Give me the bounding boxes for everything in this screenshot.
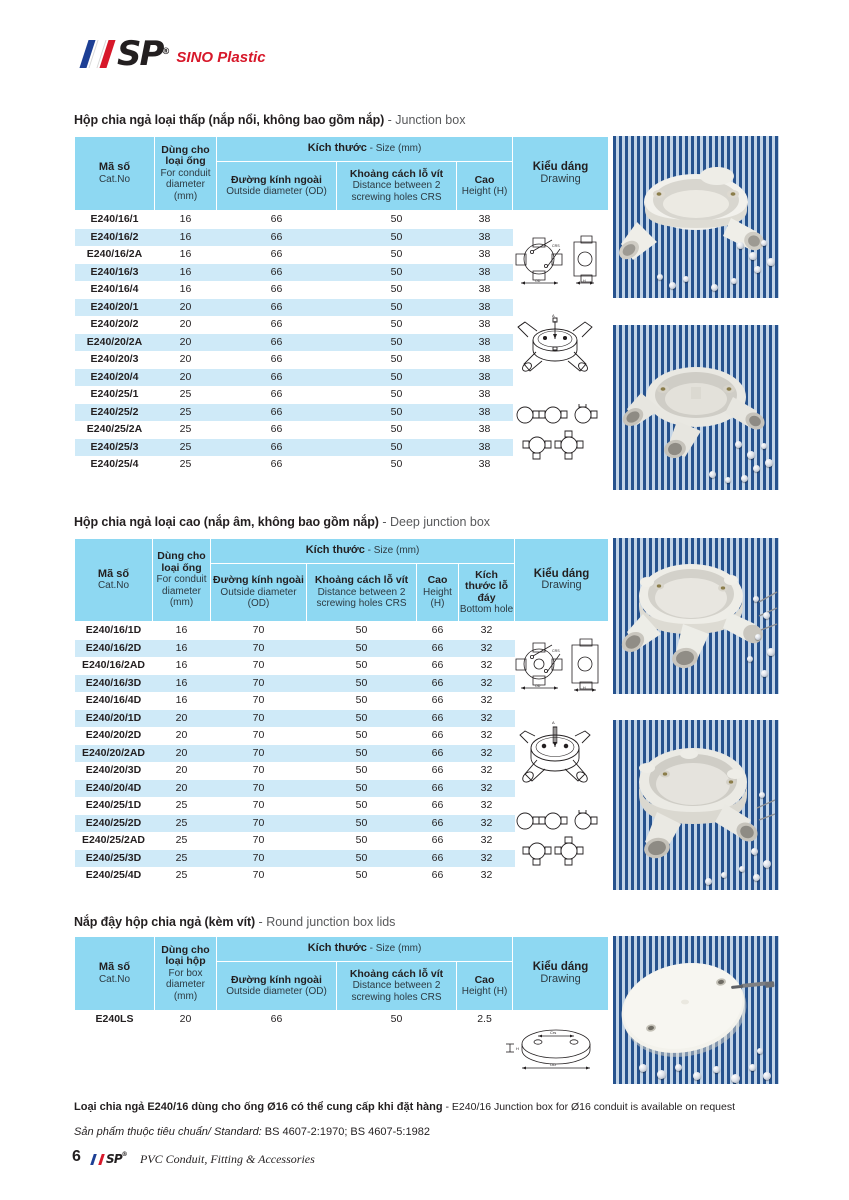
cell-code: E240/20/4 [75, 369, 155, 387]
cell-code: E240/25/2 [75, 404, 155, 422]
cell-height: 38 [478, 423, 491, 435]
th2-size-vn: Kích thước [305, 544, 365, 557]
cell-conduit: 16 [175, 694, 188, 706]
cell-height: 38 [478, 353, 491, 365]
cell-height: 66 [417, 675, 459, 693]
cell-conduit: 20 [155, 334, 217, 352]
cell-conduit: 16 [179, 283, 192, 295]
svg-text:OD: OD [550, 1062, 556, 1067]
cell-height: 38 [457, 404, 513, 422]
cell-code: E240/25/2A [86, 423, 143, 435]
cell-code: E240/16/2 [75, 229, 155, 247]
cell-crs: 50 [355, 799, 368, 811]
round-box-lids-table [74, 936, 609, 1029]
cell-crs: 50 [337, 334, 457, 352]
section-3-title-vn: Nắp đậy hộp chia ngả (kèm vít) [74, 915, 256, 929]
th-conduit-vn: Dùng cho loại ống [161, 143, 210, 168]
cell-height: 38 [478, 283, 491, 295]
cell-code: E240/20/3 [90, 353, 139, 365]
th2-drawing [515, 539, 609, 622]
th3-size-en: - Size (mm) [366, 943, 422, 955]
section-2-title-en: Deep junction box [389, 515, 491, 529]
cell-od: 66 [217, 404, 337, 422]
cell-conduit: 20 [153, 780, 211, 798]
cell-od: 66 [217, 369, 337, 387]
th-size-en: - Size (mm) [366, 143, 422, 155]
th2-height-vn: Cao [427, 574, 448, 587]
registered-mark-icon: ® [161, 47, 171, 57]
cell-crs: 50 [337, 264, 457, 282]
th2-bottom-en: Bottom hole [459, 604, 514, 615]
cell-code: E240/20/2D [85, 729, 142, 741]
cell-conduit: 20 [179, 318, 192, 330]
cell-od: 66 [217, 229, 337, 247]
product-photo-deep-box-2 [613, 720, 779, 890]
cell-od: 70 [252, 834, 265, 846]
cell-od: 70 [211, 745, 307, 763]
cell-height: 2.5 [477, 1013, 492, 1025]
th-crs [337, 162, 457, 211]
th2-conduit [153, 539, 211, 622]
th3-drawing-vn: Kiểu dáng [532, 961, 589, 973]
cell-code: E240/25/3D [75, 850, 153, 868]
th2-drawing-en: Drawing [541, 579, 582, 591]
cell-height: 66 [431, 694, 444, 706]
svg-text:OD: OD [535, 684, 541, 688]
th2-drawing-vn: Kiểu dáng [533, 567, 590, 580]
cell-crs: 50 [390, 213, 403, 225]
cell-od: 66 [270, 213, 283, 225]
product-photo-junction-box-1 [613, 136, 779, 298]
th3-catno-vn: Mã số [98, 961, 131, 973]
cell-code: E240/20/2AD [75, 745, 153, 763]
cell-bottom: 32 [459, 640, 515, 658]
cell-height: 66 [431, 834, 444, 846]
th3-size-vn: Kích thước [307, 942, 367, 955]
drawing-low-box-iso [515, 312, 595, 384]
cell-height: 66 [417, 850, 459, 868]
cell-height: 66 [417, 710, 459, 728]
cell-height: 38 [478, 388, 491, 400]
cell-code: E240/16/4D [85, 694, 142, 706]
drawing-deep-box-iso [515, 718, 595, 790]
cell-code: E240/16/4 [90, 283, 139, 295]
th2-bottom-vn: Kích thước lỗ đáy [464, 568, 509, 604]
th2-catno-vn: Mã số [97, 567, 130, 580]
cell-height: 66 [431, 659, 444, 671]
section-2-title-sep: - [378, 515, 390, 529]
th3-od [217, 962, 337, 1011]
drawing-deep-box-variants [512, 810, 602, 870]
cell-od: 66 [217, 299, 337, 317]
cell-conduit: 25 [155, 439, 217, 457]
cell-bottom: 32 [480, 869, 493, 881]
th3-catno [75, 937, 155, 1011]
table-row [75, 622, 609, 640]
section-3-title-en: Round junction box lids [266, 915, 396, 929]
th3-size-group [217, 937, 513, 962]
cell-height: 38 [457, 369, 513, 387]
cell-od: 70 [211, 815, 307, 833]
cell-crs: 50 [337, 299, 457, 317]
cell-bottom: 32 [459, 815, 515, 833]
cell-crs: 50 [307, 675, 417, 693]
table-1-header [75, 137, 609, 211]
table-2-header [75, 539, 609, 622]
logo-sp-text: SP [117, 34, 163, 74]
cell-crs: 50 [390, 458, 403, 470]
th3-box-vn: Dùng cho loại hộp [161, 943, 210, 968]
logo-tagline: SINO Plastic [176, 49, 266, 66]
th-size-vn: Kích thước [307, 142, 367, 155]
product-photo-junction-box-2 [613, 325, 779, 490]
cell-bottom: 32 [480, 799, 493, 811]
cell-code: E240/16/1 [90, 213, 139, 225]
cell-crs: 50 [307, 780, 417, 798]
th-conduit-en: For conduit diameter (mm) [160, 167, 211, 202]
cell-crs: 50 [390, 248, 403, 260]
th2-size-en: - Size (mm) [364, 545, 420, 557]
th-catno-en: Cat.No [98, 173, 131, 185]
cell-conduit: 16 [179, 213, 192, 225]
footer-logo-sp: SP [106, 1152, 122, 1166]
cell-od: 66 [270, 318, 283, 330]
cell-crs: 50 [307, 640, 417, 658]
th2-od-en: Outside diameter (OD) [220, 586, 297, 610]
cell-bottom: 32 [480, 729, 493, 741]
th-catno [75, 137, 155, 211]
section-2-title-vn: Hộp chia ngả loại cao (nắp âm, không bao gồm nắp) [74, 515, 379, 529]
cell-crs: 50 [390, 283, 403, 295]
cell-crs: 50 [390, 353, 403, 365]
page-number: 6 [72, 1148, 81, 1165]
th3-crs-vn: Khoảng cách lỗ vít [349, 967, 444, 980]
th3-height [457, 962, 513, 1011]
cell-height: 66 [431, 624, 444, 636]
drawing-low-box-plan [512, 233, 606, 289]
th-drawing-en: Drawing [540, 172, 581, 185]
cell-od: 70 [252, 799, 265, 811]
cell-crs: 50 [307, 850, 417, 868]
cell-code: E240/25/1 [90, 388, 139, 400]
cell-height: 38 [457, 334, 513, 352]
cell-bottom: 32 [480, 834, 493, 846]
section-3-title [74, 915, 395, 929]
cell-height: 66 [417, 815, 459, 833]
cell-bottom: 32 [459, 780, 515, 798]
drawing-deep-box-plan [512, 638, 606, 694]
cell-height: 38 [457, 439, 513, 457]
cell-height: 66 [417, 640, 459, 658]
cell-conduit: 16 [175, 659, 188, 671]
cell-height: 66 [431, 764, 444, 776]
cell-crs: 50 [337, 439, 457, 457]
cell-od: 66 [217, 264, 337, 282]
cell-crs: 50 [307, 745, 417, 763]
th2-crs-en: Distance between 2 screwing holes CRS [316, 586, 407, 610]
cell-conduit: 16 [153, 640, 211, 658]
drawing-lid [498, 1022, 606, 1076]
cell-height: 66 [431, 799, 444, 811]
cell-conduit: 20 [153, 745, 211, 763]
th-height-vn: Cao [474, 173, 495, 186]
footer-standard-value: BS 4607-2:1970; BS 4607-5:1982 [261, 1126, 430, 1138]
cell-bottom: 32 [480, 694, 493, 706]
th3-height-vn: Cao [474, 973, 495, 986]
th3-box-en: For box diameter (mm) [166, 967, 205, 1002]
cell-code: E240/25/4 [90, 458, 139, 470]
cell-code: E240/16/3D [75, 675, 153, 693]
cell-od: 70 [252, 624, 265, 636]
th3-catno-en: Cat.No [98, 973, 131, 985]
footer-standard-label: Sản phẩm thuộc tiêu chuẩn/ Standard: [74, 1126, 262, 1138]
svg-text:CRS: CRS [552, 649, 560, 653]
th2-catno [75, 539, 153, 622]
cell-crs: 50 [307, 815, 417, 833]
footer-logo-slashes-icon [92, 1154, 104, 1165]
cell-code: E240/20/1 [75, 299, 155, 317]
cell-height: 66 [431, 869, 444, 881]
th2-conduit-en: For conduit diameter (mm) [156, 574, 207, 609]
footer-note-en: E240/16 Junction box for Ø16 conduit is available on request [451, 1101, 736, 1113]
cell-od: 66 [270, 458, 283, 470]
cell-code: E240/20/4D [75, 780, 153, 798]
th3-od-vn: Đường kính ngoài [231, 973, 322, 986]
cell-bottom: 32 [480, 624, 493, 636]
th2-crs [307, 564, 417, 622]
th2-height-en: Height (H) [423, 586, 452, 610]
cell-od: 66 [270, 353, 283, 365]
cell-height: 66 [431, 729, 444, 741]
th2-od-vn: Đường kính ngoài [213, 574, 304, 587]
cell-od: 66 [270, 283, 283, 295]
th2-crs-vn: Khoảng cách lỗ vít [314, 574, 409, 587]
cell-conduit: 25 [175, 834, 188, 846]
footer-note [74, 1101, 735, 1113]
cell-code: E240/16/1D [85, 624, 142, 636]
cell-od: 70 [211, 675, 307, 693]
cell-conduit: 16 [175, 624, 188, 636]
th3-drawing-en: Drawing [540, 972, 581, 985]
section-1-title-en: Junction box [395, 113, 466, 127]
svg-text:CRS: CRS [552, 244, 560, 248]
cell-crs: 50 [355, 659, 368, 671]
cell-conduit: 25 [153, 850, 211, 868]
svg-text:H: H [516, 1046, 519, 1051]
th2-bottom [459, 564, 515, 622]
svg-text:A: A [552, 720, 555, 725]
footer-tagline: PVC Conduit, Fitting & Accessories [140, 1152, 315, 1166]
th2-height [417, 564, 459, 622]
th-height-en: Height (H) [461, 186, 508, 197]
section-2-title [74, 515, 490, 529]
th-size-group [217, 137, 513, 162]
cell-bottom: 32 [480, 659, 493, 671]
cell-od: 70 [211, 710, 307, 728]
cell-conduit: 20 [175, 764, 188, 776]
cell-conduit: 20 [179, 353, 192, 365]
footer-sp-logo [92, 1151, 127, 1166]
cell-height: 38 [457, 299, 513, 317]
cell-code: E240/25/2AD [81, 834, 146, 846]
cell-crs: 50 [307, 710, 417, 728]
cell-height: 38 [478, 458, 491, 470]
cell-od: 66 [270, 423, 283, 435]
cell-bottom: 32 [459, 850, 515, 868]
cell-conduit: 20 [175, 729, 188, 741]
sp-logo [84, 34, 266, 74]
cell-crs: 50 [355, 869, 368, 881]
th2-catno-en: Cat.No [97, 580, 130, 591]
product-photo-lid [613, 936, 779, 1084]
th-catno-vn: Mã số [98, 161, 131, 173]
cell-conduit: 16 [179, 248, 192, 260]
th-crs-en: Distance between 2 screwing holes CRS [351, 180, 442, 203]
table-3-header [75, 937, 609, 1011]
cell-conduit: 16 [155, 264, 217, 282]
th3-box [155, 937, 217, 1011]
cell-crs: 50 [355, 624, 368, 636]
cell-od: 70 [252, 729, 265, 741]
cell-crs: 50 [390, 423, 403, 435]
cell-code: E240/20/2 [90, 318, 139, 330]
cell-conduit: 16 [155, 229, 217, 247]
th3-drawing [513, 937, 609, 1011]
th2-conduit-vn: Dùng cho loại ống [157, 550, 206, 574]
th-od [217, 162, 337, 211]
cell-height: 66 [417, 745, 459, 763]
cell-conduit: 25 [155, 404, 217, 422]
cell-bottom: 32 [459, 675, 515, 693]
cell-height: 38 [478, 248, 491, 260]
footer-registered-mark-icon: ® [121, 1151, 127, 1158]
cell-code: E240/20/2A [75, 334, 155, 352]
product-photo-deep-box-1 [613, 538, 779, 694]
cell-conduit: 20 [153, 710, 211, 728]
footer-note-sep: - [442, 1101, 452, 1113]
th-od-vn: Đường kính ngoài [231, 173, 322, 186]
cell-conduit: 25 [179, 423, 192, 435]
cell-conduit: 25 [175, 799, 188, 811]
cell-code: E240/16/2D [75, 640, 153, 658]
cell-od: 66 [217, 439, 337, 457]
cell-od: 70 [252, 764, 265, 776]
cell-code: E240/25/2D [75, 815, 153, 833]
cell-height: 38 [478, 213, 491, 225]
cell-code: E240/16/2A [86, 248, 143, 260]
th-conduit [155, 137, 217, 211]
th-drawing [513, 137, 609, 211]
cell-crs: 50 [337, 404, 457, 422]
logo-wordmark [117, 34, 171, 74]
svg-text:Crs: Crs [550, 1030, 557, 1035]
svg-text:H: H [583, 279, 586, 283]
th3-crs-en: Distance between 2 screwing holes CRS [351, 980, 442, 1003]
cell-crs: 50 [355, 834, 368, 846]
cell-code: E240/20/1D [75, 710, 153, 728]
th2-size-group [211, 539, 515, 564]
cell-code: E240/16/3 [75, 264, 155, 282]
cell-conduit: 20 [155, 369, 217, 387]
cell-od: 70 [252, 869, 265, 881]
cell-conduit: 25 [175, 869, 188, 881]
section-1-title-sep: - [384, 113, 396, 127]
th2-od [211, 564, 307, 622]
cell-crs: 50 [390, 1013, 403, 1025]
footer-logo-text [106, 1151, 127, 1166]
cell-od: 70 [252, 659, 265, 671]
cell-od: 70 [211, 850, 307, 868]
cell-od: 66 [270, 388, 283, 400]
cell-conduit: 25 [153, 815, 211, 833]
cell-od: 66 [270, 248, 283, 260]
th3-crs [337, 962, 457, 1011]
table-row [75, 211, 609, 229]
th3-height-en: Height (H) [461, 986, 508, 997]
cell-od: 70 [211, 640, 307, 658]
cell-code: E240/20/3D [85, 764, 142, 776]
cell-code: E240LS [95, 1013, 134, 1025]
cell-crs: 50 [337, 369, 457, 387]
cell-bottom: 32 [480, 764, 493, 776]
section-1-title-vn: Hộp chia ngả loại thấp (nắp nổi, không bao gồm nắp) [74, 113, 385, 127]
cell-od: 70 [252, 694, 265, 706]
cell-height: 38 [478, 318, 491, 330]
cell-code: E240/25/3 [75, 439, 155, 457]
th-crs-vn: Khoảng cách lỗ vít [349, 167, 444, 180]
cell-od: 66 [217, 334, 337, 352]
drawing-low-box-variants [512, 404, 602, 464]
footer-note-vn: Loại chia ngả E240/16 dùng cho ống Ø16 có thể cung cấp khi đặt hàng [74, 1101, 443, 1113]
th-od-en: Outside diameter (OD) [226, 186, 327, 197]
footer-standard [74, 1126, 430, 1138]
cell-conduit: 25 [179, 458, 192, 470]
cell-conduit: 20 [179, 1013, 192, 1025]
cell-bottom: 32 [459, 745, 515, 763]
svg-text:H: H [583, 686, 586, 690]
section-1-title [74, 113, 465, 127]
logo-slashes-icon [84, 38, 113, 68]
cell-code: E240/25/1D [85, 799, 142, 811]
cell-crs: 50 [355, 729, 368, 741]
cell-crs: 50 [390, 388, 403, 400]
section-3-title-sep: - [255, 915, 267, 929]
th3-od-en: Outside diameter (OD) [226, 986, 327, 997]
cell-conduit: 16 [153, 675, 211, 693]
cell-height: 38 [457, 229, 513, 247]
cell-conduit: 25 [179, 388, 192, 400]
th-height [457, 162, 513, 211]
cell-crs: 50 [355, 694, 368, 706]
cell-od: 66 [270, 1013, 283, 1025]
cell-code: E240/16/2AD [81, 659, 146, 671]
svg-text:OD: OD [535, 279, 541, 283]
cell-conduit: 20 [155, 299, 217, 317]
cell-code: E240/25/4D [85, 869, 142, 881]
cell-crs: 50 [390, 318, 403, 330]
cell-crs: 50 [337, 229, 457, 247]
th-drawing-vn: Kiểu dáng [532, 161, 589, 173]
svg-text:A: A [552, 313, 555, 318]
cell-height: 38 [457, 264, 513, 282]
cell-crs: 50 [355, 764, 368, 776]
cell-od: 70 [211, 780, 307, 798]
cell-bottom: 32 [459, 710, 515, 728]
cell-height: 66 [417, 780, 459, 798]
